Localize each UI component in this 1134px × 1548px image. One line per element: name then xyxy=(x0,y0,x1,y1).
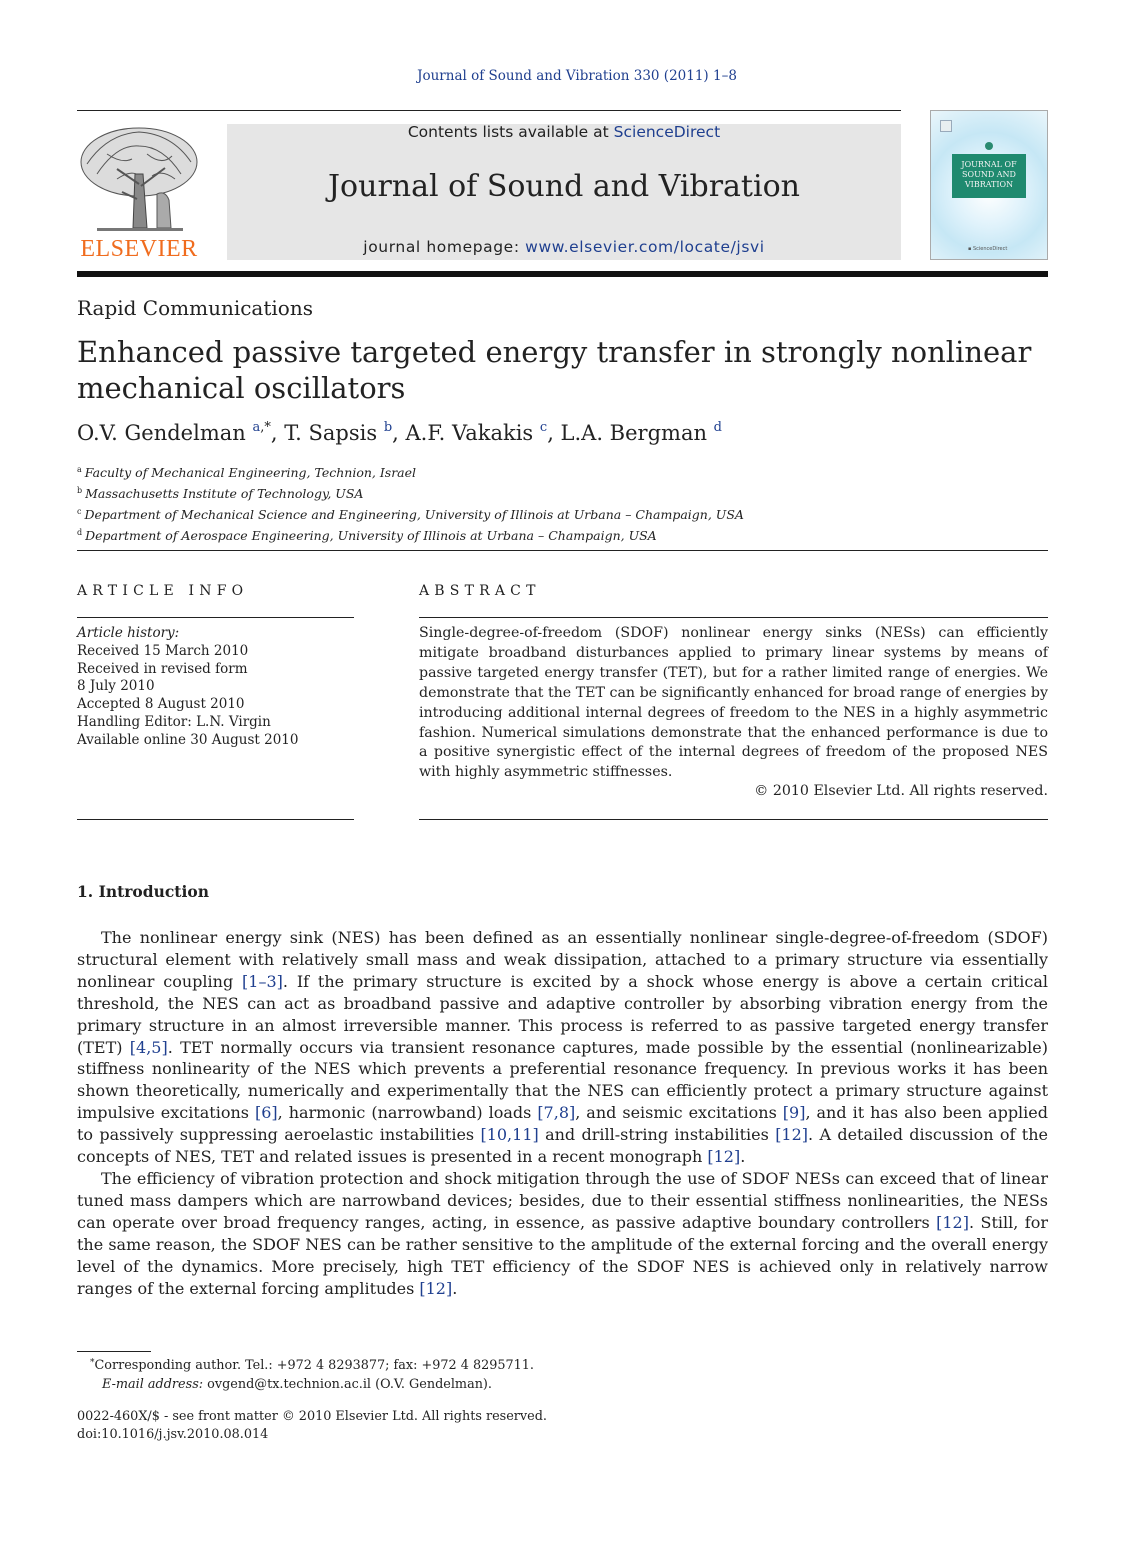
history-line: Available online 30 August 2010 xyxy=(77,731,299,748)
header-thick-rule xyxy=(77,271,1048,277)
reference-link[interactable]: [12] xyxy=(936,1212,969,1232)
cover-footer: ▪ ScienceDirect xyxy=(968,246,1008,252)
affiliation-item: $^d$ Department of Aerospace Engineering, University of Illinois at Urbana – Champaign, USA xyxy=(77,528,657,543)
contents-prefix: Contents lists available at xyxy=(407,123,614,141)
sciencedirect-link[interactable]: ScienceDirect xyxy=(613,123,721,141)
author-name[interactable]: O.V. Gendelman xyxy=(77,421,246,445)
author-name[interactable]: T. Sapsis xyxy=(284,421,378,445)
affiliation-mark[interactable]: a xyxy=(252,420,261,435)
paragraph-text: The efficiency of vibration protection and shock mitigation through the use of SDOF NESs can exceed that of linear tuned mass dampers which are narrowband devices; besides, due to their essential stiffness nonlinearities, the NESs can operate over broad frequency ranges, acting, in essence, as passive adaptive boundary controllers xyxy=(77,1168,1048,1232)
paragraph-text: , harmonic (narrowband) loads xyxy=(277,1103,538,1123)
paragraph-text: . Still, for the same reason, the SDOF NES can be rather sensitive to the amplitude of the external forcing and the overall energy level of the dynamics. More precisely, high TET efficiency of the SDOF NES is achieved only in relatively narrow ranges of the external forcing amplitudes xyxy=(77,1212,1048,1298)
footnote xyxy=(77,1354,534,1394)
history-line: 8 July 2010 xyxy=(77,678,155,695)
introduction-body xyxy=(77,927,1048,1299)
divider xyxy=(77,550,1048,551)
homepage-prefix: journal homepage: xyxy=(363,238,526,256)
paragraph-text: . xyxy=(740,1147,746,1167)
reference-link[interactable]: [12] xyxy=(419,1278,453,1298)
paragraph-text: . If the primary structure is excited by a shock whose energy is above a certain critical threshold, the NES can act as broadband passive and adaptive controller by absorbing vibration energy from the primary structure in an almost irreversible manner. This process is referred to as passive targeted energy transfer (TET) xyxy=(77,971,1049,1057)
abstract-text: Single-degree-of-freedom (SDOF) nonlinear energy sinks (NESs) can efficiently mitigate broadband disturbances applied to primary linear systems by means of passive targeted energy transfer (TET), but for a rather limited range of energies. We demonstrate that the TET can be significantly enhanced for broad range of energies by introducing additional internal degrees of freedom to the NES in a highly asymmetric fashion. Numerical simulations demonstrate that the enhanced performance is due to a positive synergistic effect of the internal degrees of freedom of the proposed NES with highly asymmetric stiffnesses. xyxy=(419,625,1048,781)
journal-title: Journal of Sound and Vibration xyxy=(328,169,800,204)
reference-link[interactable]: [12] xyxy=(775,1125,809,1145)
journal-citation[interactable]: Journal of Sound and Vibration 330 (2011) 1–8 xyxy=(417,68,737,84)
reference-link[interactable]: [10,11] xyxy=(480,1125,539,1145)
reference-link[interactable]: [6] xyxy=(254,1103,278,1123)
affiliation-mark[interactable]: c xyxy=(539,420,548,435)
reference-link[interactable]: [4,5] xyxy=(129,1037,168,1057)
abstract-copyright: © 2010 Elsevier Ltd. All rights reserved. xyxy=(754,783,1048,799)
contents-line xyxy=(227,123,901,141)
email-note: E-mail address: ovgend@tx.technion.ac.il (O.V. Gendelman). xyxy=(102,1376,492,1392)
reference-link[interactable]: [9] xyxy=(782,1103,806,1123)
author-name[interactable]: A.F. Vakakis xyxy=(405,421,534,445)
paragraph-text: , and seismic excitations xyxy=(575,1103,783,1123)
paragraph-text: , and it has also been applied to passively suppressing aeroelastic instabilities xyxy=(77,1103,1049,1145)
reference-link[interactable]: [1–3] xyxy=(242,971,283,991)
paragraph-text: . TET normally occurs via transient resonance captures, made possible by the essential (nonlinearizable) stiffness nonlinearity of the NES which prevents a preferential resonance frequency. In previous works it has been shown theoretically, numerically and experimentally that the NES can efficiently protect a primary structure against impulsive excitations xyxy=(77,1037,1048,1123)
corresponding-note: *Corresponding author. Tel.: +972 4 8293877; fax: +972 4 8295711. xyxy=(90,1358,534,1373)
affiliation-list xyxy=(77,461,744,545)
section-heading: 1. Introduction xyxy=(77,882,209,901)
history-line: Received 15 March 2010 xyxy=(77,642,249,659)
corresponding-mark[interactable]: ,* xyxy=(260,420,271,435)
paragraph xyxy=(77,1168,1048,1299)
history-line: Accepted 8 August 2010 xyxy=(77,696,245,713)
divider xyxy=(419,617,1048,618)
divider xyxy=(419,819,1048,820)
paragraph-text: . xyxy=(452,1278,458,1298)
email-address[interactable]: ovgend@tx.technion.ac.il (O.V. Gendelman). xyxy=(203,1376,492,1392)
affiliation-mark[interactable]: b xyxy=(383,420,393,435)
affiliation-item: $^c$ Department of Mechanical Science and Engineering, University of Illinois at Urbana – Champaign, USA xyxy=(77,507,744,522)
article-title: Enhanced passive targeted energy transfer in strongly nonlinear mechanical oscillators xyxy=(77,335,1032,405)
article-history xyxy=(77,625,298,750)
paragraph xyxy=(77,927,1048,1168)
divider xyxy=(77,819,354,820)
history-line: Received in revised form xyxy=(77,660,248,677)
abstract-heading: ABSTRACT xyxy=(419,583,541,599)
author-name[interactable]: L.A. Bergman xyxy=(560,421,707,445)
issn-line: 0022-460X/$ - see front matter © 2010 Elsevier Ltd. All rights reserved. xyxy=(77,1409,547,1424)
homepage-line xyxy=(227,238,901,256)
affiliation-item: $^a$ Faculty of Mechanical Engineering, Technion, Israel xyxy=(77,465,417,480)
author-list: O.V. Gendelman $^{a,*}$, T. Sapsis $^b$, A.F. Vakakis $^c$, L.A. Bergman $^d$ xyxy=(77,420,722,445)
affiliation-item: $^b$ Massachusetts Institute of Technology, USA xyxy=(77,486,364,501)
homepage-link[interactable]: www.elsevier.com/locate/jsvi xyxy=(525,238,765,256)
cover-emblem-icon xyxy=(985,142,993,150)
paragraph-text: and drill-string instabilities xyxy=(538,1125,776,1145)
paragraph-text: . A detailed discussion of the concepts of NES, TET and related issues is presented in a recent monograph xyxy=(77,1125,1049,1167)
paragraph-text: The nonlinear energy sink (NES) has been defined as an essentially nonlinear single-degree-of-freedom (SDOF) structural element with relatively small mass and weak dissipation, attached to a primary structure via essentially nonlinear coupling xyxy=(77,928,1048,991)
footnote-rule xyxy=(77,1351,151,1352)
reference-link[interactable]: [7,8] xyxy=(537,1103,576,1123)
doi-line[interactable]: doi:10.1016/j.jsv.2010.08.014 xyxy=(77,1427,269,1442)
reference-link[interactable]: [12] xyxy=(707,1147,741,1167)
history-line: Handling Editor: L.N. Virgin xyxy=(77,713,271,730)
history-label: Article history: xyxy=(77,625,180,641)
header-rule xyxy=(77,110,901,111)
cover-publisher-icon xyxy=(940,120,952,132)
affiliation-mark[interactable]: d xyxy=(713,420,722,435)
article-info-heading: ARTICLE INFO xyxy=(77,583,249,599)
elsevier-wordmark: ELSEVIER xyxy=(80,236,198,262)
cover-title-box: JOURNAL OF SOUND AND VIBRATION xyxy=(952,154,1026,198)
front-matter xyxy=(77,1408,547,1444)
section-type: Rapid Communications xyxy=(77,296,313,320)
divider xyxy=(77,617,354,618)
